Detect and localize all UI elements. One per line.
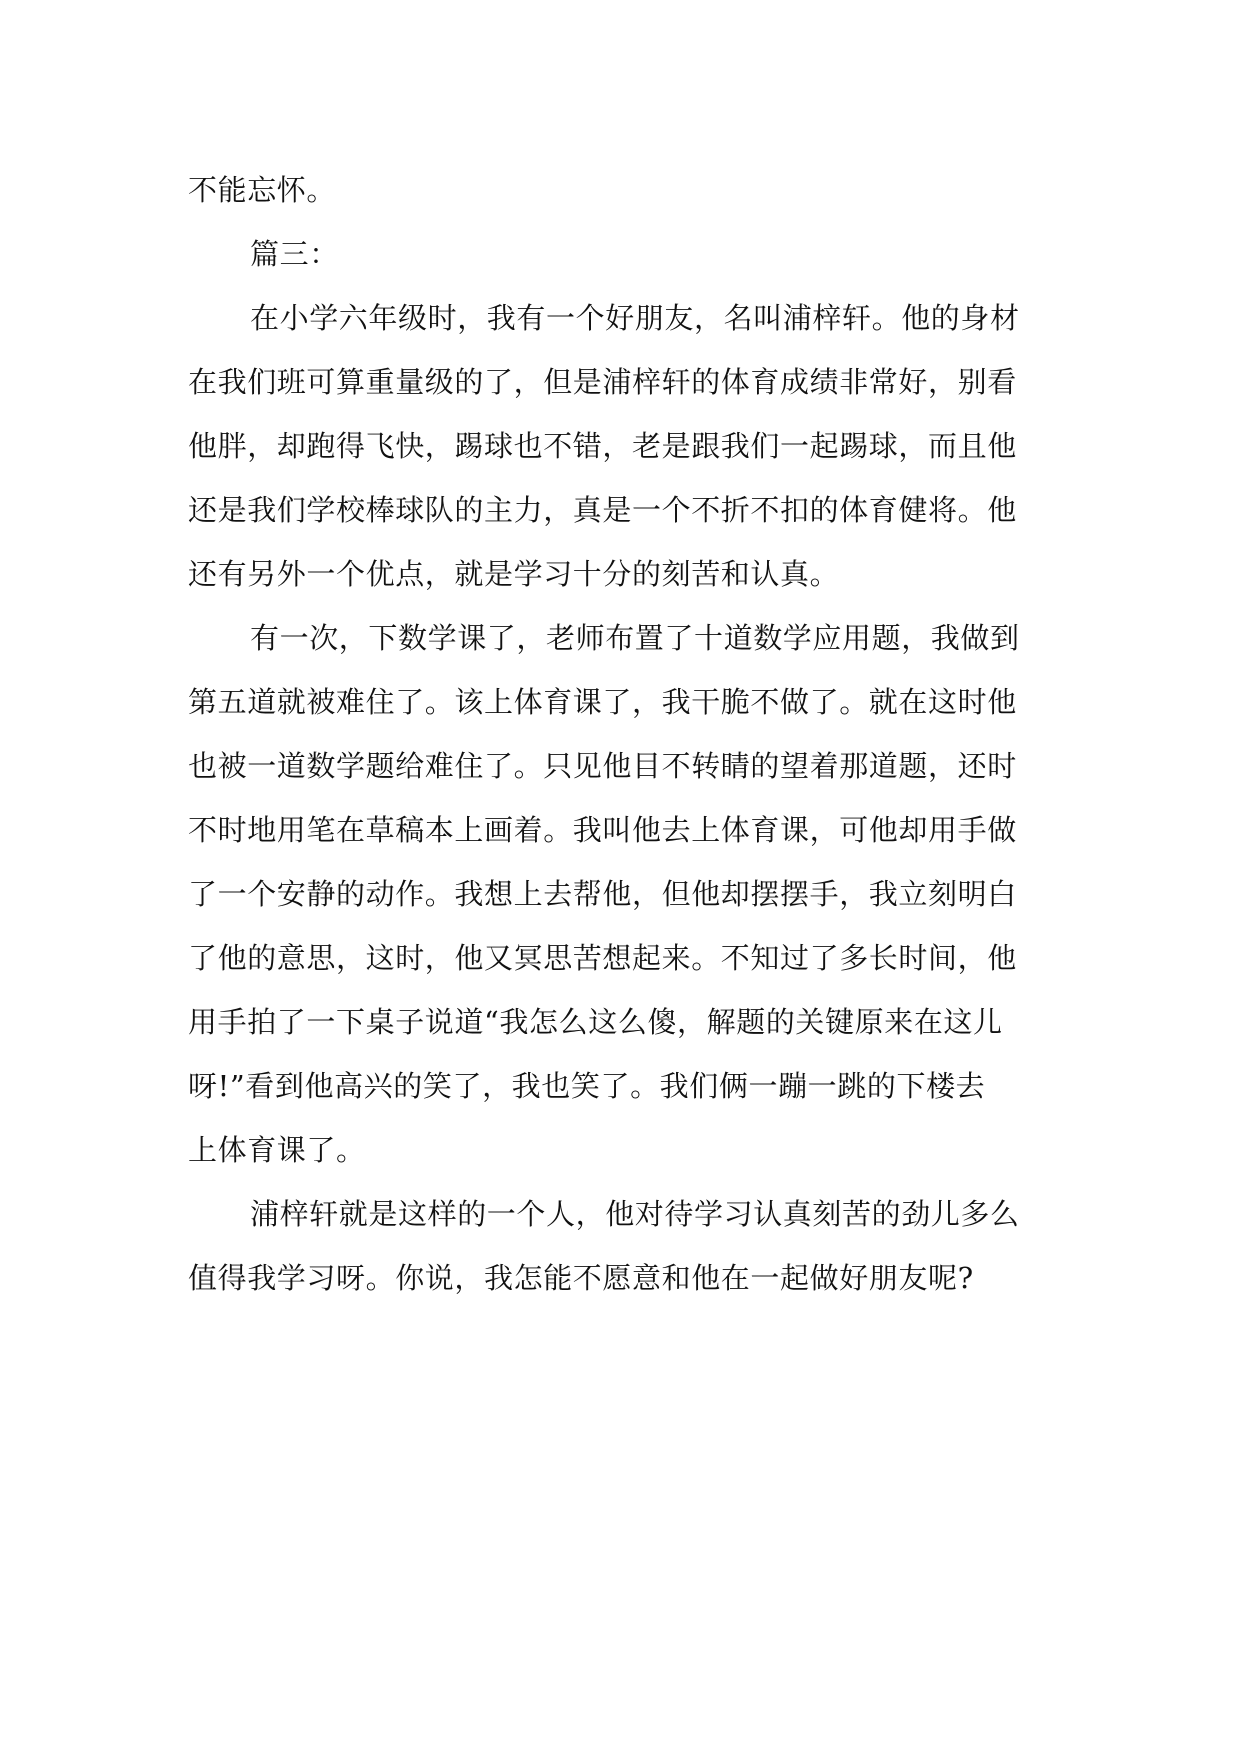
text-line-6: 还是我们学校棒球队的主力，真是一个不折不扣的体育健将。他 [188, 493, 1017, 527]
text-line-1: 不能忘怀。 [188, 173, 337, 207]
text-line-3: 在小学六年级时，我有一个好朋友，名叫浦梓轩。他的身材 [250, 301, 1020, 335]
text-line-18: 值得我学习呀。你说，我怎能不愿意和他在一起做好朋友呢? [188, 1261, 974, 1295]
text-line-13: 了他的意思，这时，他又冥思苦想起来。不知过了多长时间，他 [188, 941, 1017, 975]
text-line-11: 不时地用笔在草稿本上画着。我叫他去上体育课，可他却用手做 [188, 813, 1017, 847]
section-heading: 篇三： [250, 237, 339, 271]
text-line-4: 在我们班可算重量级的了，但是浦梓轩的体育成绩非常好，别看 [188, 365, 1017, 399]
text-line-10: 也被一道数学题给难住了。只见他目不转睛的望着那道题，还时 [188, 749, 1017, 783]
text-line-8: 有一次，下数学课了，老师布置了十道数学应用题，我做到 [250, 621, 1020, 655]
text-body [188, 158, 1064, 1310]
text-line-14: 用手拍了一下桌子说道“我怎么这么傻，解题的关键原来在这儿 [188, 1005, 1003, 1039]
text-line-16: 上体育课了。 [188, 1133, 366, 1167]
text-line-5: 他胖，却跑得飞快，踢球也不错，老是跟我们一起踢球，而且他 [188, 429, 1017, 463]
text-line-15: 呀!”看到他高兴的笑了，我也笑了。我们俩一蹦一跳的下楼去 [188, 1069, 986, 1103]
text-line-17: 浦梓轩就是这样的一个人，他对待学习认真刻苦的劲儿多么 [250, 1197, 1020, 1231]
text-line-7: 还有另外一个优点，就是学习十分的刻苦和认真。 [188, 557, 840, 591]
text-line-9: 第五道就被难住了。该上体育课了，我干脆不做了。就在这时他 [188, 685, 1017, 719]
text-line-12: 了一个安静的动作。我想上去帮他，但他却摆摆手，我立刻明白 [188, 877, 1017, 911]
